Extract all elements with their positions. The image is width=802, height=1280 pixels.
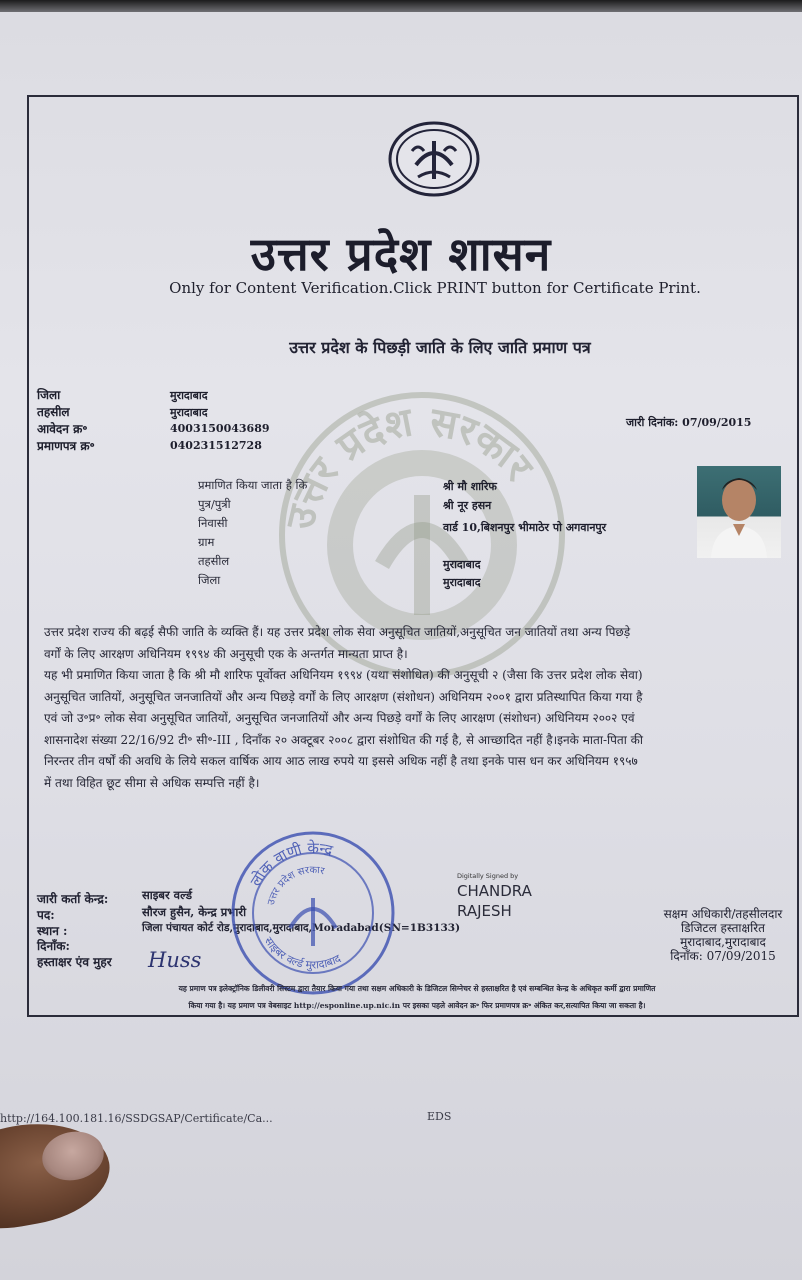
title-hindi: उत्तर प्रदेश शासन bbox=[250, 227, 552, 281]
signer-name-line2: RAJESH bbox=[457, 902, 512, 920]
officer-title: सक्षम अधिकारी/तहसीलदार bbox=[663, 907, 783, 921]
person-silhouette-icon bbox=[697, 466, 781, 558]
certificate-body bbox=[44, 622, 796, 794]
officer-location: मुरादाबाद,मुरादाबाद bbox=[680, 935, 766, 949]
parent-label: पुत्र/पुत्री bbox=[198, 497, 231, 511]
holder-name: श्री मौ शारिफ bbox=[443, 480, 497, 493]
signer-name-line1: CHANDRA bbox=[457, 882, 532, 900]
up-government-emblem-icon bbox=[388, 121, 480, 197]
seal-text-top: लोक वाणी केन्द्र bbox=[246, 838, 335, 890]
district-value: मुरादाबाद bbox=[170, 389, 208, 402]
person-tehsil-value: मुरादाबाद bbox=[443, 558, 481, 571]
svg-text:साइबर वर्ल्ड मुरादाबाद bbox=[262, 935, 343, 972]
watermark-text: उत्तर प्रदेश सरकार bbox=[277, 398, 542, 534]
footer-date-label: दिनाँक: bbox=[37, 939, 70, 953]
seal-text-middle: उत्तर प्रदेश सरकार bbox=[265, 864, 326, 907]
body-line-7: निरन्तर तीन वर्षों की अवधि के लिये सकल वार्षिक आय आठ लाख रुपये या इससे अधिक नहीं है तथा इनके पास धन कर अधिनियम १९५७ bbox=[44, 754, 638, 768]
certificate-number-value: 040231512728 bbox=[170, 439, 262, 452]
person-district-value: मुरादाबाद bbox=[443, 576, 481, 589]
place-label: स्थान : bbox=[37, 924, 68, 938]
issue-date: जारी दिनांक: 07/09/2015 bbox=[626, 416, 752, 429]
issuing-center-value: साइबर वर्ल्ड bbox=[142, 888, 192, 902]
certify-label: प्रमाणित किया जाता है कि bbox=[198, 478, 308, 492]
application-number-label: आवेदन क्र॰ bbox=[37, 422, 88, 436]
post-label: पद: bbox=[37, 908, 55, 922]
tehsil-value: मुरादाबाद bbox=[170, 406, 208, 419]
disclaimer bbox=[36, 980, 798, 1014]
digitally-signed-label: Digitally Signed by bbox=[457, 872, 519, 880]
officer-block bbox=[638, 907, 802, 963]
body-line-5: एवं जो उ॰प्र॰ लोक सेवा अनुसूचित जातियों, अनुसूचित जनजातियों और अन्य पिछड़े वर्गों के लिए आरक्षण (संशोधन) अधिनियम २००२ एवं bbox=[44, 711, 635, 725]
resident-address: वार्ड 10,बिशनपुर भीमाठेर पो अगवानपुर bbox=[443, 521, 607, 534]
signature-seal-label: हस्ताक्षर एंव मुहर bbox=[37, 955, 112, 969]
seal-text-bottom: साइबर वर्ल्ड मुरादाबाद bbox=[261, 934, 343, 972]
parent-name: श्री नूर हसन bbox=[443, 499, 492, 512]
disclaimer-line-1: यह प्रमाण पत्र इलेक्ट्रॉनिक डिलीवरी सिस्टम द्वारा तैयार किया गया तथा सक्षम अधिकारी के डिजिटल सिग्नेचर से हस्ताक्षरित है एवं सम्बन्धित केन्द्र के अधिकृत कर्मी द्वारा प्रमाणित bbox=[178, 984, 656, 993]
disclaimer-line-2: किया गया है। यह प्रमाण पत्र वेबसाइट http://esponline.up.nic.in पर इसका पहले आवेदन क्र॰ फिर प्रमाणपत्र क्र॰ अंकित कर,सत्यापित किया जा सकता है। bbox=[188, 1001, 646, 1010]
body-line-1: उत्तर प्रदेश राज्य की बढ़ई सैफी जाति के व्यक्ति हैं। यह उत्तर प्रदेश लोक सेवा अनुसूचित जातियों,अनुसूचित जन जातियों तथा अन्य पिछड़े bbox=[44, 625, 631, 639]
resident-label: निवासी bbox=[198, 516, 228, 530]
certificate-heading: उत्तर प्रदेश के पिछड़ी जाति के लिए जाति प्रमाण पत्र bbox=[289, 338, 591, 357]
center-seal-stamp bbox=[228, 828, 398, 998]
print-eds-label: EDS bbox=[427, 1110, 452, 1123]
district-label: जिला bbox=[37, 388, 61, 402]
body-line-4: अनुसूचित जातियों, अनुसूचित जनजातियों और अन्य पिछड़े वर्गों के लिए आरक्षण (संशोधन) अधिनियम २००१ द्वारा प्रतिस्थापित किया गया है bbox=[44, 689, 643, 704]
application-number-value: 4003150043689 bbox=[170, 422, 270, 435]
body-line-6: शासनादेश संख्या 22/16/92 टी॰ सी॰-III , दिनाँक २० अक्टूबर २००८ द्वारा संशोधित की गई है, से आच्छादित नहीं है।इनके माता-पिता की bbox=[44, 732, 644, 747]
person-tehsil-label: तहसील bbox=[198, 554, 230, 568]
officer-date: दिनाँक: 07/09/2015 bbox=[670, 949, 776, 963]
person-district-label: जिला bbox=[198, 573, 221, 587]
post-value: सौरज हुसैन, केन्द्र प्रभारी bbox=[142, 905, 247, 919]
issuing-center-label: जारी कर्ता केन्द्र: bbox=[37, 892, 109, 906]
certificate-number-label: प्रमाणपत्र क्र॰ bbox=[37, 439, 95, 453]
body-line-2: वर्गों के लिए आरक्षण अधिनियम १९९४ की अनुसूची एक के अन्तर्गत मान्यता प्राप्त है। bbox=[44, 646, 408, 661]
body-line-8: में तथा विहित छूट सीमा से अधिक सम्पत्ति नहीं है। bbox=[44, 775, 260, 790]
holder-photo bbox=[697, 466, 781, 558]
tehsil-label: तहसील bbox=[37, 405, 70, 419]
officer-digital-sign: डिजिटल हस्ताक्षरित bbox=[681, 921, 765, 935]
handwritten-signature: Huss bbox=[148, 948, 202, 972]
village-label: ग्राम bbox=[198, 535, 215, 549]
body-line-3: यह भी प्रमाणित किया जाता है कि श्री मौ शारिफ पूर्वोक्त अधिनियम १९९४ (यथा संशोधित) की अनुसूची २ (जैसा कि उत्तर प्रदेश लोक सेवा) bbox=[44, 668, 643, 682]
content-verification-note: Only for Content Verification.Click PRINT button for Certificate Print. bbox=[169, 279, 701, 297]
print-url: http://164.100.181.16/SSDGSAP/Certificate/Ca... bbox=[0, 1112, 273, 1125]
place-value: जिला पंचायत कोर्ट रोड,मुरादाबाद,मुरादाबाद,Moradabad(SN=1B3133) bbox=[142, 922, 461, 934]
